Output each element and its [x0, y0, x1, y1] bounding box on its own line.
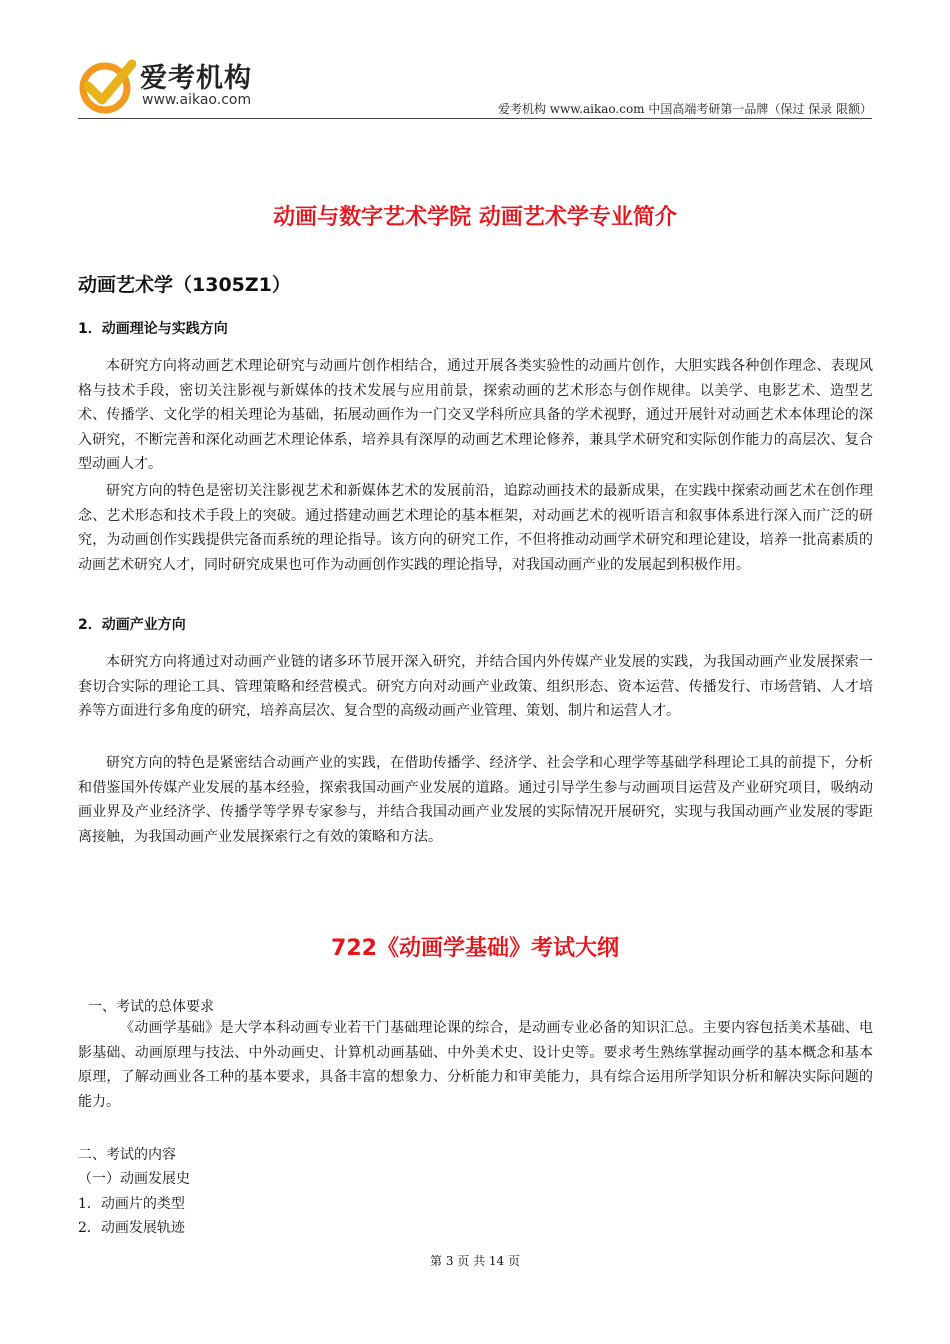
- direction-1-heading: 1．动画理论与实践方向: [78, 321, 228, 337]
- header-divider: [78, 118, 872, 119]
- brand-logo: [78, 56, 278, 114]
- direction-2-heading: 2．动画产业方向: [78, 617, 186, 633]
- content-item-2: 2．动画发展轨迹: [78, 1220, 185, 1236]
- content-item-1: 1．动画片的类型: [78, 1196, 185, 1212]
- requirements-paragraph: 《动画学基础》是大学本科动画专业若干门基础理论课的综合，是动画专业必备的知识汇总。主要内容包括美术基础、电影基础、动画原理与技法、中外动画史、计算机动画基础、中外美术史、设计史等。要求考生熟练掌握动画学的基本概念和基本原理，了解动画业各工种的基本要求，具备丰富的想象力、分析能力和审美能力，具有综合运用所学知识分析和解决实际问题的能力。: [78, 1020, 873, 1110]
- header-tagline: 爱考机构 www.aikao.com 中国高端考研第一品牌（保过 保录 限额）: [497, 102, 872, 116]
- direction-2-paragraph-2: 研究方向的特色是紧密结合动画产业的实践，在借助传播学、经济学、社会学和心理学等基础学科理论工具的前提下，分析和借鉴国外传媒产业发展的基本经验，探索我国动画产业发展的道路。通过引导学生参与动画项目运营及产业研究项目，吸纳动画业界及产业经济学、传播学等学界专家参与，并结合我国动画产业发展的实际情况开展研究，实现与我国动画产业发展的零距离接触，为我国动画产业发展探索行之有效的策略和方法。: [78, 755, 873, 845]
- content-subheading: （一）动画发展史: [78, 1171, 190, 1187]
- logo-url: www.aikao.com: [142, 92, 252, 108]
- page-number: 第 3 页 共 14 页: [430, 1254, 520, 1268]
- section-title: 动画与数字艺术学院 动画艺术学专业简介: [273, 205, 677, 230]
- direction-2-paragraph-1: 本研究方向将通过对动画产业链的诸多环节展开深入研究，并结合国内外传媒产业发展的实践，为我国动画产业发展探索一套切合实际的理论工具、管理策略和经营模式。研究方向对动画产业政策、组织形态、资本运营、传播发行、市场营销、人才培养等方面进行多角度的研究，培养高层次、复合型的高级动画产业管理、策划、制片和运营人才。: [78, 654, 873, 719]
- syllabus-title: 722《动画学基础》考试大纲: [331, 936, 619, 961]
- content-heading: 二、考试的内容: [78, 1147, 176, 1163]
- logo-name: 爱考机构: [140, 63, 252, 94]
- checkmark-logo-icon: [78, 56, 136, 114]
- direction-1-paragraph-1: 本研究方向将动画艺术理论研究与动画片创作相结合，通过开展各类实验性的动画片创作，大胆实践各种创作理念、表现风格与技术手段，密切关注影视与新媒体的技术发展与应用前景，探索动画的艺术形态与创作规律。以美学、电影艺术、造型艺术、传播学、文化学的相关理论为基础，拓展动画作为一门交叉学科所应具备的学术视野，通过开展针对动画艺术本体理论的深入研究，不断完善和深化动画艺术理论体系，培养具有深厚的动画艺术理论修养，兼具学术研究和实际创作能力的高层次、复合型动画人才。: [78, 358, 873, 472]
- direction-1-paragraph-2: 研究方向的特色是密切关注影视艺术和新媒体艺术的发展前沿，追踪动画技术的最新成果，在实践中探索动画艺术在创作理念、艺术形态和技术手段上的突破。通过搭建动画艺术理论的基本框架，对动画艺术的视听语言和叙事体系进行深入而广泛的研究，为动画创作实践提供完备而系统的理论指导。该方向的研究工作，不但将推动动画学术研究和理论建设，培养一批高素质的动画艺术研究人才，同时研究成果也可作为动画创作实践的理论指导，对我国动画产业的发展起到积极作用。: [78, 483, 873, 573]
- major-heading: 动画艺术学（1305Z1）: [78, 274, 291, 296]
- requirements-heading: 一、考试的总体要求: [88, 999, 214, 1015]
